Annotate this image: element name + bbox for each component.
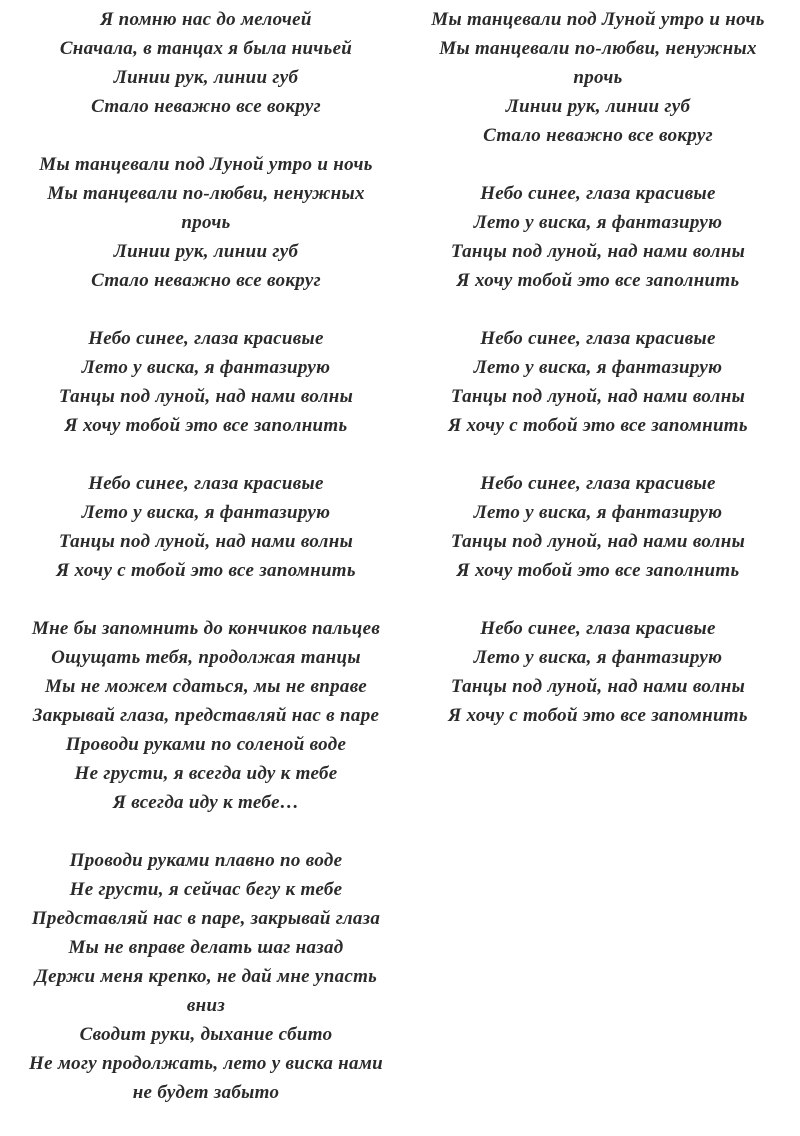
lyric-line: Лето у виска, я фантазирую (81, 502, 331, 523)
stanza (402, 469, 794, 585)
lyric-line: Проводи руками плавно по воде (69, 850, 343, 871)
lyric-line: Линии рук, линии губ (505, 96, 691, 117)
lyric-line: Я хочу тобой это все заполнить (64, 415, 348, 436)
lyrics-right-column (402, 5, 794, 730)
lyric-line: Не грусти, я всегда иду к тебе (74, 763, 338, 784)
lyric-line: Закрывай глаза, представляй нас в паре (32, 705, 380, 726)
lyric-line: Лето у виска, я фантазирую (473, 502, 723, 523)
lyric-line: Мне бы запомнить до кончиков пальцев (31, 618, 381, 639)
lyric-line: прочь (573, 67, 623, 88)
lyric-line: Проводи руками по соленой воде (65, 734, 347, 755)
lyric-line: Я хочу с тобой это все запомнить (56, 560, 356, 581)
stanza (10, 846, 402, 1107)
lyric-line: Я хочу тобой это все заполнить (456, 560, 740, 581)
lyric-line: Мы танцевали по-любви, ненужных (439, 38, 757, 59)
lyric-line: Небо синее, глаза красивые (480, 183, 716, 204)
lyric-line: Стало неважно все вокруг (483, 125, 713, 146)
lyric-line: Танцы под луной, над нами волны (450, 531, 746, 552)
lyric-line: Лето у виска, я фантазирую (81, 357, 331, 378)
lyric-line: Танцы под луной, над нами волны (58, 531, 354, 552)
lyric-line: Мы не вправе делать шаг назад (68, 937, 344, 958)
lyric-line: Представляй нас в паре, закрывай глаза (31, 908, 381, 929)
lyric-line: Мы не можем сдаться, мы не вправе (44, 676, 368, 697)
stanza (402, 614, 794, 730)
lyric-line: Стало неважно все вокруг (91, 96, 321, 117)
lyric-line: Не могу продолжать, лето у виска нами (28, 1053, 384, 1074)
lyric-line: Мы танцевали под Луной утро и ночь (431, 9, 765, 30)
stanza (10, 469, 402, 585)
lyric-line: Линии рук, линии губ (113, 241, 299, 262)
lyric-line: Лето у виска, я фантазирую (473, 212, 723, 233)
lyric-line: Лето у виска, я фантазирую (473, 357, 723, 378)
lyric-line: Небо синее, глаза красивые (480, 473, 716, 494)
stanza (10, 614, 402, 817)
lyric-line: Лето у виска, я фантазирую (473, 647, 723, 668)
stanza (402, 179, 794, 295)
lyric-line: Я всегда иду к тебе… (112, 792, 300, 813)
lyrics-left-column (10, 5, 402, 1107)
lyric-line: Не грусти, я сейчас бегу к тебе (69, 879, 343, 900)
stanza (402, 5, 794, 150)
stanza (10, 5, 402, 121)
lyric-line: Стало неважно все вокруг (91, 270, 321, 291)
lyric-line: Танцы под луной, над нами волны (450, 241, 746, 262)
lyric-line: Мы танцевали по-любви, ненужных (47, 183, 365, 204)
stanza (10, 150, 402, 295)
lyric-line: Я помню нас до мелочей (100, 9, 312, 30)
lyric-line: Сначала, в танцах я была ничьей (59, 38, 353, 59)
lyric-line: Держи меня крепко, не дай мне упасть (34, 966, 378, 987)
lyric-line: Танцы под луной, над нами волны (450, 386, 746, 407)
lyric-line: Я хочу с тобой это все запомнить (448, 705, 748, 726)
lyric-line: Танцы под луной, над нами волны (450, 676, 746, 697)
lyric-line: Мы танцевали под Луной утро и ночь (39, 154, 373, 175)
lyric-line: не будет забыто (132, 1082, 280, 1103)
lyric-line: прочь (181, 212, 231, 233)
lyric-line: Я хочу тобой это все заполнить (456, 270, 740, 291)
lyric-line: Я хочу с тобой это все запомнить (448, 415, 748, 436)
lyric-line: Линии рук, линии губ (113, 67, 299, 88)
lyric-line: Танцы под луной, над нами волны (58, 386, 354, 407)
lyric-line: Небо синее, глаза красивые (480, 618, 716, 639)
lyric-line: Ощущать тебя, продолжая танцы (51, 647, 361, 668)
lyric-line: Небо синее, глаза красивые (88, 473, 324, 494)
lyric-line: вниз (186, 995, 226, 1016)
lyric-line: Небо синее, глаза красивые (88, 328, 324, 349)
lyric-line: Небо синее, глаза красивые (480, 328, 716, 349)
stanza (402, 324, 794, 440)
stanza (10, 324, 402, 440)
lyric-line: Сводит руки, дыхание сбито (79, 1024, 333, 1045)
